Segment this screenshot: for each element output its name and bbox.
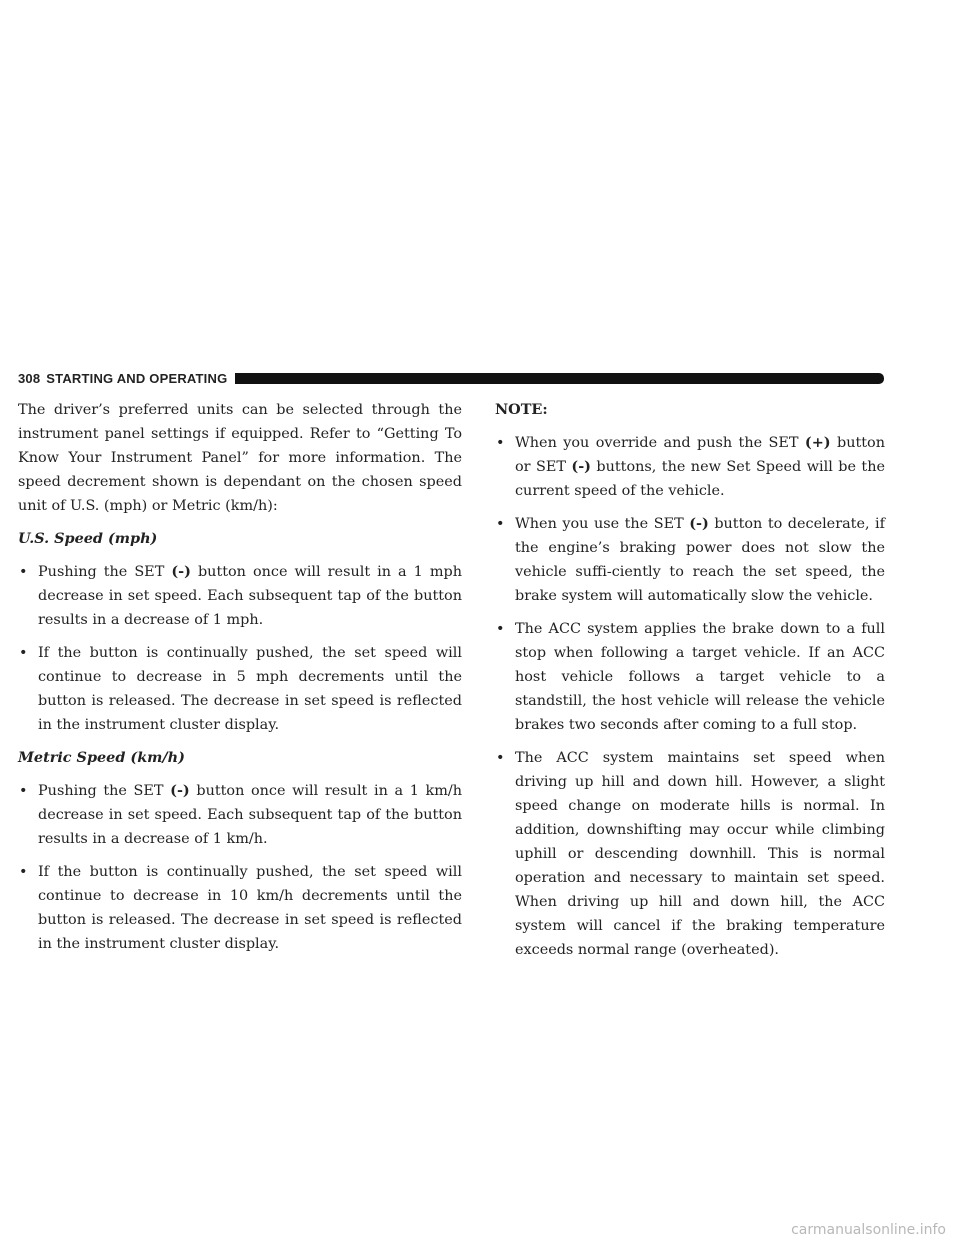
bullet: •	[19, 564, 28, 580]
bullet: •	[496, 516, 505, 532]
list-item: • If the button is continually pushed, the set speed will continue to decrease in 5 mph decrements until the button is released. The decrease in set speed is reflected in the instrument cluster display.	[18, 641, 462, 737]
bullet: •	[19, 783, 28, 799]
list-item: • Pushing the SET (-) button once will result in a 1 km/h decrease in set speed. Each subsequent tap of the button results in a decrease of 1 km/h.	[18, 779, 462, 851]
bullet: •	[496, 621, 505, 637]
metric-speed-heading: Metric Speed (km/h)	[18, 749, 185, 766]
list-item: • When you use the SET (-) button to decelerate, if the engine’s braking power does not slow the vehicle suffi-ciently to reach the set speed, the brake system will automatically slow the vehicle.	[495, 512, 885, 608]
page-number: 308	[18, 370, 41, 386]
watermark: carmanualsonline.info	[791, 1222, 946, 1238]
header-rule	[235, 373, 884, 384]
right-column	[495, 398, 885, 962]
list-item: • The ACC system maintains set speed when driving up hill and down hill. However, a slight speed change on moderate hills is normal. In addition, downshifting may occur while climbing uphill or descending downhill. This is normal operation and necessary to maintain set speed. When driving up hill and down hill, the ACC system will cancel if the braking temperature exceeds normal range (overheated).	[495, 746, 885, 962]
bullet: •	[496, 435, 505, 451]
bullet: •	[496, 750, 505, 766]
note-label: NOTE:	[495, 401, 548, 418]
list-item: • If the button is continually pushed, the set speed will continue to decrease in 10 km/h decrements until the button is released. The decrease in set speed is reflected in the instrument cluster display.	[18, 860, 462, 956]
metric-speed-list	[18, 779, 462, 956]
list-item: • The ACC system applies the brake down to a full stop when following a target vehicle. If an ACC host vehicle follows a target vehicle to a standstill, the host vehicle will release the vehicle brakes two seconds after coming to a full stop.	[495, 617, 885, 737]
list-item: • When you override and push the SET (+) button or SET (-) buttons, the new Set Speed will be the current speed of the vehicle.	[495, 431, 885, 503]
list-item: • Pushing the SET (-) button once will result in a 1 mph decrease in set speed. Each subsequent tap of the button results in a decrease of 1 mph.	[18, 560, 462, 632]
us-speed-list	[18, 560, 462, 737]
note-list	[495, 431, 885, 962]
left-column	[18, 398, 462, 956]
bullet: •	[19, 645, 28, 661]
bullet: •	[19, 864, 28, 880]
section-title: STARTING AND OPERATING	[46, 370, 228, 386]
intro-paragraph: The driver’s preferred units can be selected through the instrument panel settings if equipped. Refer to “Getting To Know Your Instrument Panel” for more information. The speed decrement shown is dependant on the chosen speed unit of U.S. (mph) or Metric (km/h):	[18, 402, 462, 514]
page-header	[18, 369, 884, 387]
us-speed-heading: U.S. Speed (mph)	[18, 530, 158, 547]
